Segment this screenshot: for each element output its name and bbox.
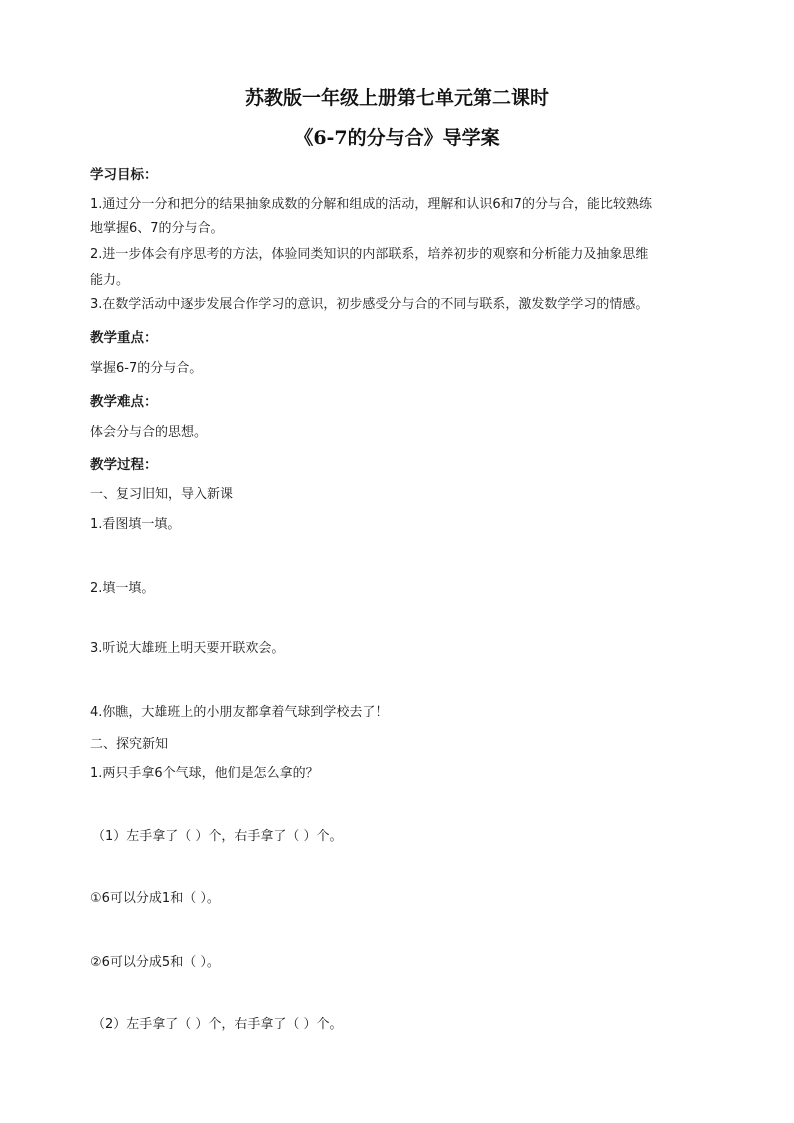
objective-line: 2.进一步体会有序思考的方法，体验同类知识的内部联系，培养初步的观察和分析能力及抽象思维 <box>90 247 649 262</box>
key-point-heading: 教学重点： <box>90 330 158 346</box>
circle-item-1: ①6可以分成1和（ ）。 <box>90 891 220 906</box>
objective-line: 1.通过分一分和把分的结果抽象成数的分解和组成的活动，理解和认识6和7的分与合，能比较熟练 <box>90 197 652 212</box>
objective-line: 能力。 <box>90 273 130 288</box>
sub-question-1: （1）左手拿了（ ）个，右手拿了（ ）个。 <box>92 829 343 844</box>
part1-item: 2.填一填。 <box>90 581 155 596</box>
part1-item: 4.你瞧，大雄班上的小朋友都拿着气球到学校去了！ <box>90 705 389 720</box>
document-title: 苏教版一年级上册第七单元第二课时 <box>244 87 549 109</box>
objective-line: 地掌握6、7的分与合。 <box>90 221 224 236</box>
objectives-heading: 学习目标： <box>90 167 158 183</box>
part1-item: 3.听说大雄班上明天要开联欢会。 <box>90 641 285 656</box>
part1-title: 一、复习旧知，导入新课 <box>90 487 234 502</box>
part2-title: 二、探究新知 <box>90 737 169 752</box>
difficulty-text: 体会分与合的思想。 <box>90 425 208 440</box>
process-heading: 教学过程： <box>90 457 158 473</box>
objective-line: 3.在数学活动中逐步发展合作学习的意识，初步感受分与合的不同与联系，激发数学学习的情感。 <box>90 297 649 312</box>
circle-item-2: ②6可以分成5和（ ）。 <box>90 955 220 970</box>
key-point-text: 掌握6-7的分与合。 <box>90 361 203 376</box>
part2-question: 1.两只手拿6个气球，他们是怎么拿的？ <box>90 766 319 781</box>
sub-question-2: （2）左手拿了（ ）个，右手拿了（ ）个。 <box>92 1017 343 1032</box>
part1-item: 1.看图填一填。 <box>90 517 181 532</box>
difficulty-heading: 教学难点： <box>90 394 158 410</box>
document-subtitle: 《6-7的分与合》导学案 <box>294 127 500 149</box>
